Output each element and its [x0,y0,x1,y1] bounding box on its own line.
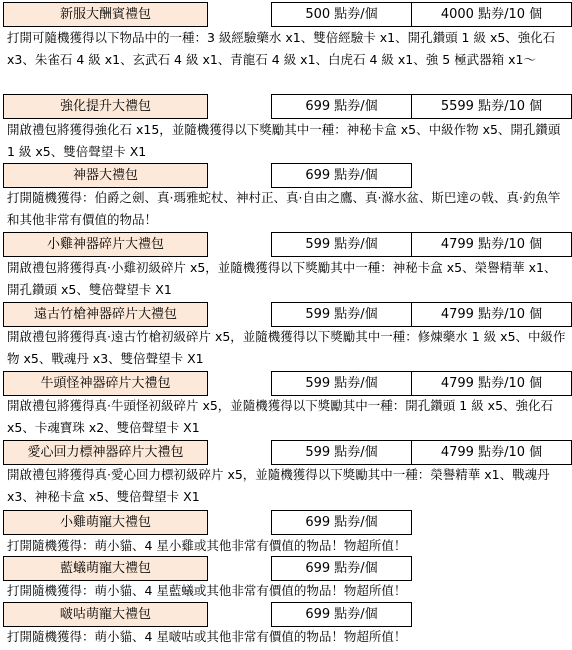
price-single: 599 點券/個 [271,440,412,465]
pack-description: 打開隨機獲得：萌小貓、4 星藍蟻或其他非常有價值的物品！物超所值！ [7,583,407,598]
pack-name: 遠古竹槍神器碎片大禮包 [3,302,208,327]
pack-description: 開啟禮包將獲得強化石 x15，並隨機獲得以下獎勵其中一種：神秘卡盒 x5、中級作物 x5、開孔鑽頭 1 級 x5、雙倍聲望卡 X1 [7,122,561,159]
pack-name: 小雞萌寵大禮包 [3,510,208,535]
pack-name: 強化提升大禮包 [3,94,208,119]
price-bulk: 4799 點券/10 個 [411,232,572,257]
pack-description: 開啟禮包將獲得真·小雞初級碎片 x5，並隨機獲得以下獎勵其中一種：神秘卡盒 x5、榮譽精華 x1、開孔鑽頭 x5、雙倍聲望卡 X1 [7,260,557,297]
pack-description: 打開隨機獲得：伯爵之劍、真·瑪雅蛇杖、神村正、真·自由之鷹、真·滌水盆、斯巴達の戟、真·釣魚竿和其他非常有價值的物品！ [7,190,561,227]
pack-name: 小雞神器碎片大禮包 [3,232,208,257]
price-bulk: 4799 點券/10 個 [411,440,572,465]
price-single: 500 點券/個 [271,2,412,27]
price-bulk: 4799 點券/10 個 [411,302,572,327]
pack-description: 開啟禮包將獲得真·遠古竹槍初級碎片 x5，並隨機獲得以下獎勵其中一種：修煉藥水 1 級 x5、中級作物 x5、戰魂丹 x3、雙倍聲望卡 X1 [7,329,566,366]
pack-description: 開啟禮包將獲得真·愛心回力標初級碎片 x5，並隨機獲得以下獎勵其中一種：榮譽精華 x1、戰魂丹 x3、神秘卡盒 x5、雙倍聲望卡 X1 [7,467,550,504]
price-single: 599 點券/個 [271,302,412,327]
price-single: 699 點券/個 [271,602,412,627]
pack-name: 牛頭怪神器碎片大禮包 [3,371,208,396]
pack-description: 打開隨機獲得：萌小貓、4 星啵咕或其他非常有價值的物品！物超所值！ [7,629,407,644]
price-bulk: 4000 點券/10 個 [411,2,572,27]
pack-name: 新服大酬賓禮包 [3,2,208,27]
pack-description: 打開可隨機獲得以下物品中的一種：3 級經驗藥水 x1、雙倍經驗卡 x1、開孔鑽頭 1 級 x5、強化石 x3、朱雀石 4 級 x1、玄武石 4 級 x1、青龍石 4 級 x1、白虎石 4 級 x1、強 5 極武器箱 x1～ [7,30,556,67]
pack-name: 藍蟻萌寵大禮包 [3,556,208,581]
pack-name: 神器大禮包 [3,163,208,188]
pack-description: 開啟禮包將獲得真·牛頭怪初級碎片 x5，並隨機獲得以下獎勵其中一種：開孔鑽頭 1 級 x5、強化石 x5、卡魂寶珠 x2、雙倍聲望卡 X1 [7,398,554,435]
price-bulk: 5599 點券/10 個 [411,94,572,119]
pack-name: 啵咕萌寵大禮包 [3,602,208,627]
price-single: 699 點券/個 [271,510,412,535]
price-single: 699 點券/個 [271,556,412,581]
price-single: 599 點券/個 [271,371,412,396]
price-single: 599 點券/個 [271,232,412,257]
price-single: 699 點券/個 [271,163,412,188]
price-single: 699 點券/個 [271,94,412,119]
pack-description: 打開隨機獲得：萌小貓、4 星小雞或其他非常有價值的物品！物超所值！ [7,538,407,553]
price-bulk: 4799 點券/10 個 [411,371,572,396]
pack-name: 愛心回力標神器碎片大禮包 [3,440,208,465]
